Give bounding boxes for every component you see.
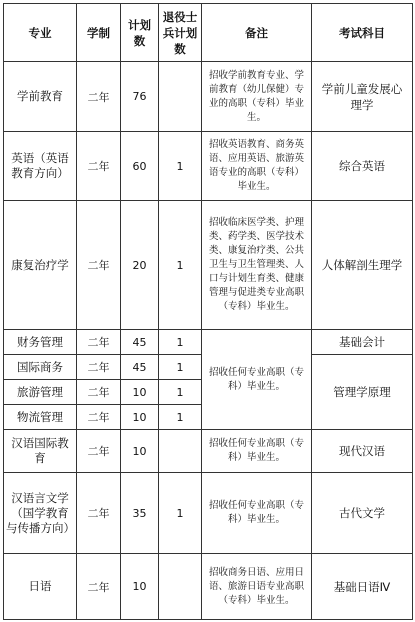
cell-plan: 10 <box>121 554 159 620</box>
table-row <box>4 62 413 132</box>
cell-duration: 二年 <box>77 430 121 473</box>
cell-plan: 35 <box>121 473 159 554</box>
cell-duration: 二年 <box>77 473 121 554</box>
cell-exam: 基础会计 <box>312 330 413 355</box>
header-duration: 学制 <box>77 4 121 62</box>
table-row <box>4 201 413 330</box>
table-row <box>4 430 413 473</box>
cell-major: 康复治疗学 <box>4 201 77 330</box>
cell-duration: 二年 <box>77 62 121 132</box>
cell-exam: 综合英语 <box>312 132 413 201</box>
header-plan: 计划数 <box>121 4 159 62</box>
table-row <box>4 554 413 620</box>
cell-note: 招收任何专业高职（专科）毕业生。 <box>202 473 312 554</box>
cell-veteran: 1 <box>159 380 202 405</box>
cell-veteran: 1 <box>159 132 202 201</box>
cell-note: 招收英语教育、商务英语、应用英语、旅游英语专业的高职（专科）毕业生。 <box>202 132 312 201</box>
cell-major: 国际商务 <box>4 355 77 380</box>
header-note: 备注 <box>202 4 312 62</box>
cell-veteran <box>159 554 202 620</box>
cell-plan: 20 <box>121 201 159 330</box>
cell-major: 英语（英语教育方向） <box>4 132 77 201</box>
cell-duration: 二年 <box>77 132 121 201</box>
cell-note: 招收商务日语、应用日语、旅游日语专业高职（专科）毕业生。 <box>202 554 312 620</box>
cell-veteran: 1 <box>159 355 202 380</box>
table-row <box>4 330 413 355</box>
cell-major: 学前教育 <box>4 62 77 132</box>
cell-exam-merged: 管理学原理 <box>312 355 413 430</box>
table-row <box>4 473 413 554</box>
cell-exam: 现代汉语 <box>312 430 413 473</box>
cell-veteran <box>159 430 202 473</box>
cell-major: 汉语言文学（国学教育与传播方向） <box>4 473 77 554</box>
cell-plan: 76 <box>121 62 159 132</box>
cell-major: 财务管理 <box>4 330 77 355</box>
cell-duration: 二年 <box>77 355 121 380</box>
cell-note: 招收任何专业高职（专科）毕业生。 <box>202 430 312 473</box>
cell-plan: 10 <box>121 430 159 473</box>
cell-plan: 10 <box>121 405 159 430</box>
cell-plan: 45 <box>121 355 159 380</box>
cell-plan: 45 <box>121 330 159 355</box>
table-row <box>4 132 413 201</box>
cell-exam: 学前儿童发展心理学 <box>312 62 413 132</box>
cell-major: 日语 <box>4 554 77 620</box>
cell-duration: 二年 <box>77 330 121 355</box>
header-exam: 考试科目 <box>312 4 413 62</box>
cell-veteran: 1 <box>159 473 202 554</box>
cell-note: 招收学前教育专业、学前教育（幼儿保健）专业的高职（专科）毕业生。 <box>202 62 312 132</box>
header-major: 专业 <box>4 4 77 62</box>
cell-major: 旅游管理 <box>4 380 77 405</box>
cell-plan: 60 <box>121 132 159 201</box>
cell-veteran: 1 <box>159 330 202 355</box>
cell-duration: 二年 <box>77 380 121 405</box>
cell-veteran: 1 <box>159 405 202 430</box>
cell-exam: 人体解剖生理学 <box>312 201 413 330</box>
cell-plan: 10 <box>121 380 159 405</box>
cell-major: 物流管理 <box>4 405 77 430</box>
cell-duration: 二年 <box>77 405 121 430</box>
cell-duration: 二年 <box>77 201 121 330</box>
cell-veteran <box>159 62 202 132</box>
cell-duration: 二年 <box>77 554 121 620</box>
cell-exam: 基础日语Ⅳ <box>312 554 413 620</box>
header-row <box>4 4 413 62</box>
cell-note: 招收临床医学类、护理类、药学类、医学技术类、康复治疗类、公共卫生与卫生管理类、人口与计划生育类、健康管理与促进类专业高职（专科）毕业生。 <box>202 201 312 330</box>
enrollment-table <box>3 3 413 620</box>
cell-note-merged: 招收任何专业高职（专科）毕业生。 <box>202 330 312 430</box>
cell-exam: 古代文学 <box>312 473 413 554</box>
header-veteran: 退役士兵计划数 <box>159 4 202 62</box>
cell-major: 汉语国际教育 <box>4 430 77 473</box>
cell-veteran: 1 <box>159 201 202 330</box>
